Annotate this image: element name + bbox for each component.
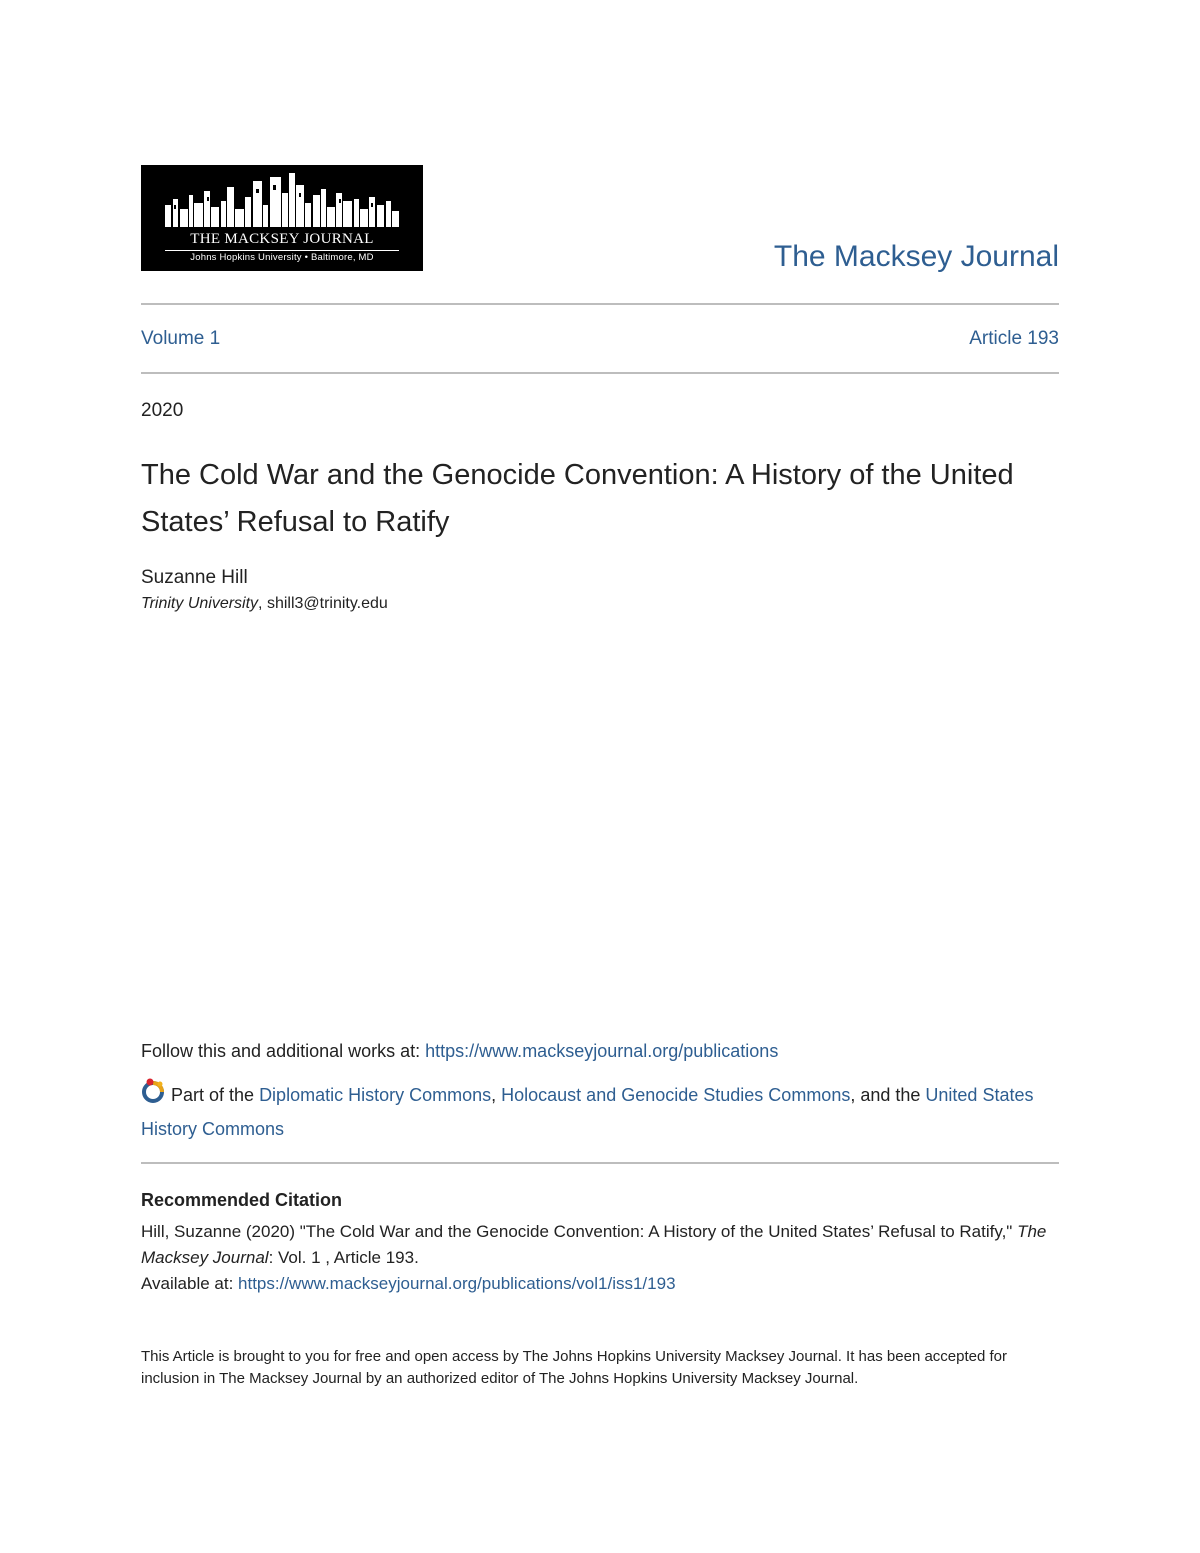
citation-journal: The Macksey Journal <box>141 1222 1047 1267</box>
available-label: Available at: <box>141 1274 239 1293</box>
citation-start: Hill, Suzanne (2020) "The Cold War and the Genocide Convention: A History of the United States’ Refusal to Ratify," <box>141 1222 1018 1241</box>
us-history-commons-link[interactable]: United States History Commons <box>141 1085 1034 1139</box>
author-institution: Trinity University <box>141 595 259 612</box>
journal-logo <box>141 165 423 271</box>
part-of-commons <box>141 1078 1059 1145</box>
logo-divider <box>165 250 399 251</box>
follow-label: Follow this and additional works at: <box>141 1041 426 1061</box>
publications-link[interactable]: https://www.mackseyjournal.org/publications <box>425 1041 779 1061</box>
divider-meta <box>141 372 1059 374</box>
author-affiliation: Trinity University, shill3@trinity.edu <box>141 595 388 612</box>
journal-name-link[interactable]: The Macksey Journal <box>773 240 1059 273</box>
article-link[interactable]: Article 193 <box>969 328 1059 349</box>
part-of-prefix: Part of the <box>171 1085 260 1105</box>
citation-heading: Recommended Citation <box>141 1190 343 1210</box>
citation-text <box>141 1219 1059 1297</box>
diplomatic-history-commons-link[interactable]: Diplomatic History Commons <box>259 1085 492 1105</box>
author-name: Suzanne Hill <box>141 567 248 588</box>
separator: , and the <box>850 1085 926 1105</box>
divider-top <box>141 303 1059 305</box>
logo-title: THE MACKSEY JOURNAL <box>190 231 374 247</box>
article-url-link[interactable]: https://www.mackseyjournal.org/publications/vol1/iss1/193 <box>238 1274 676 1293</box>
author-email: shill3@trinity.edu <box>266 595 388 612</box>
citation-end: : Vol. 1 , Article 193. <box>268 1248 419 1267</box>
commons-network-icon <box>141 1078 167 1114</box>
logo-subtitle: Johns Hopkins University • Baltimore, MD <box>190 252 374 263</box>
divider-citation <box>141 1162 1059 1164</box>
publication-year: 2020 <box>141 400 184 421</box>
follow-line <box>141 1041 778 1062</box>
access-notice: This Article is brought to you for free and open access by The Johns Hopkins University Macksey Journal. It has been accepted for inclusion in The Macksey Journal by an authorized editor of The Johns Hopkins University Macksey Journal. <box>141 1348 1008 1387</box>
volume-link[interactable]: Volume 1 <box>141 328 221 349</box>
holocaust-genocide-commons-link[interactable]: Holocaust and Genocide Studies Commons <box>501 1085 851 1105</box>
separator: , <box>491 1085 502 1105</box>
article-title: The Cold War and the Genocide Convention: A History of the United States’ Refusal to Ratify <box>141 459 1014 538</box>
